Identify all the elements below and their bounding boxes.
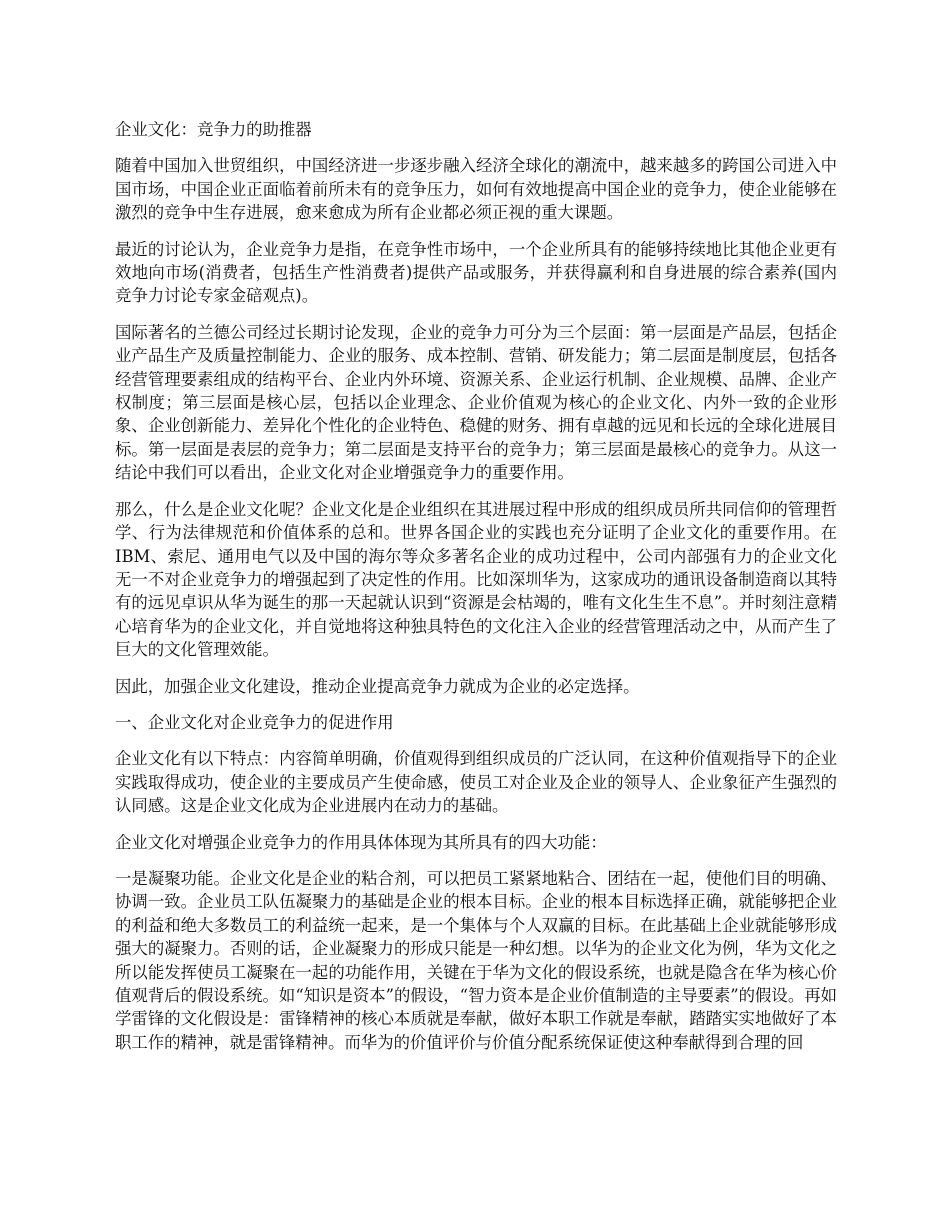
paragraph-four-functions: 企业文化对增强企业竞争力的作用具体体现为其所具有的四大功能：	[115, 832, 607, 852]
paragraph-definition: 最近的讨论认为，企业竞争力是指，在竞争性市场中，一个企业所具有的能够持续地比其他企业更有效地向市场(消费者，包括生产性消费者)提供产品或服务，并获得赢利和自身进展的综合素养(国内竞争力讨论专家金碚观点)。	[115, 239, 837, 306]
section-heading-1: 一、企业文化对企业竞争力的促进作用	[115, 712, 394, 732]
document-page	[115, 118, 837, 1067]
paragraph-rand-layers: 国际著名的兰德公司经过长期讨论发现，企业的竞争力可分为三个层面：第一层面是产品层，包括企业产品生产及质量控制能力、企业的服务、成本控制、营销、研发能力；第二层面是制度层，包括各经营管理要素组成的结构平台、企业内外环境、资源关系、企业运行机制、企业规模、品牌、企业产权制度；第三层面是核心层，包括以企业理念、企业价值观为核心的企业文化、内外一致的企业形象、企业创新能力、差异化个性化的企业特色、稳健的财务、拥有卓越的远见和长远的全球化进展目标。第一层面是表层的竞争力；第二层面是支持平台的竞争力；第三层面是最核心的竞争力。从这一结论中我们可以看出，企业文化对企业增强竞争力的重要作用。	[115, 322, 837, 483]
paragraph-what-is-culture: 那么，什么是企业文化呢？企业文化是企业组织在其进展过程中形成的组织成员所共同信仰的管理哲学、行为法律规范和价值体系的总和。世界各国企业的实践也充分证明了企业文化的重要作用。在IBM、索尼、通用电气以及中国的海尔等众多著名企业的成功过程中，公司内部强有力的企业文化无一不对企业竞争力的增强起到了决定性的作用。比如深圳华为，这家成功的通讯设备制造商以其特有的远见卓识从华为诞生的那一天起就认识到“资源是会枯竭的，唯有文化生生不息”。并时刻注意精心培育华为的企业文化，并自觉地将这种独具特色的文化注入企业的经营管理活动之中，从而产生了巨大的文化管理效能。	[115, 499, 837, 660]
paragraph-cohesion-function: 一是凝聚功能。企业文化是企业的粘合剂，可以把员工紧紧地粘合、团结在一起，使他们目的明确、协调一致。企业员工队伍凝聚力的基础是企业的根本目标。企业的根本目标选择正确，就能够把企业的利益和绝大多数员工的利益统一起来，是一个集体与个人双赢的目标。在此基础上企业就能够形成强大的凝聚力。否则的话，企业凝聚力的形成只能是一种幻想。以华为的企业文化为例，华为文化之所以能发挥使员工凝聚在一起的功能作用，关键在于华为文化的假设系统，也就是隐含在华为核心价值观背后的假设系统。如“知识是资本”的假设，“智力资本是企业价值制造的主导要素”的假设。再如学雷锋的文化假设是：雷锋精神的核心本质就是奉献，做好本职工作就是奉献，踏踏实实地做好了本职工作的精神，就是雷锋精神。而华为的价值评价与价值分配系统保证使这种奉献得到合理的回	[115, 868, 837, 1052]
paragraph-characteristics: 企业文化有以下特点：内容简单明确，价值观得到组织成员的广泛认同，在这种价值观指导下的企业实践取得成功，使企业的主要成员产生使命感，使员工对企业及企业的领导人、企业象征产生强烈的认同感。这是企业文化成为企业进展内在动力的基础。	[115, 749, 837, 816]
document-title: 企业文化：竞争力的助推器	[115, 120, 312, 139]
paragraph-conclusion: 因此，加强企业文化建设，推动企业提高竞争力就成为企业的必定选择。	[115, 676, 640, 696]
paragraph-intro: 随着中国加入世贸组织，中国经济进一步逐步融入经济全球化的潮流中，越来越多的跨国公司进入中国市场，中国企业正面临着前所未有的竞争压力，如何有效地提高中国企业的竞争力，使企业能够在激烈的竞争中生存进展，愈来愈成为所有企业都必须正视的重大课题。	[115, 156, 837, 223]
